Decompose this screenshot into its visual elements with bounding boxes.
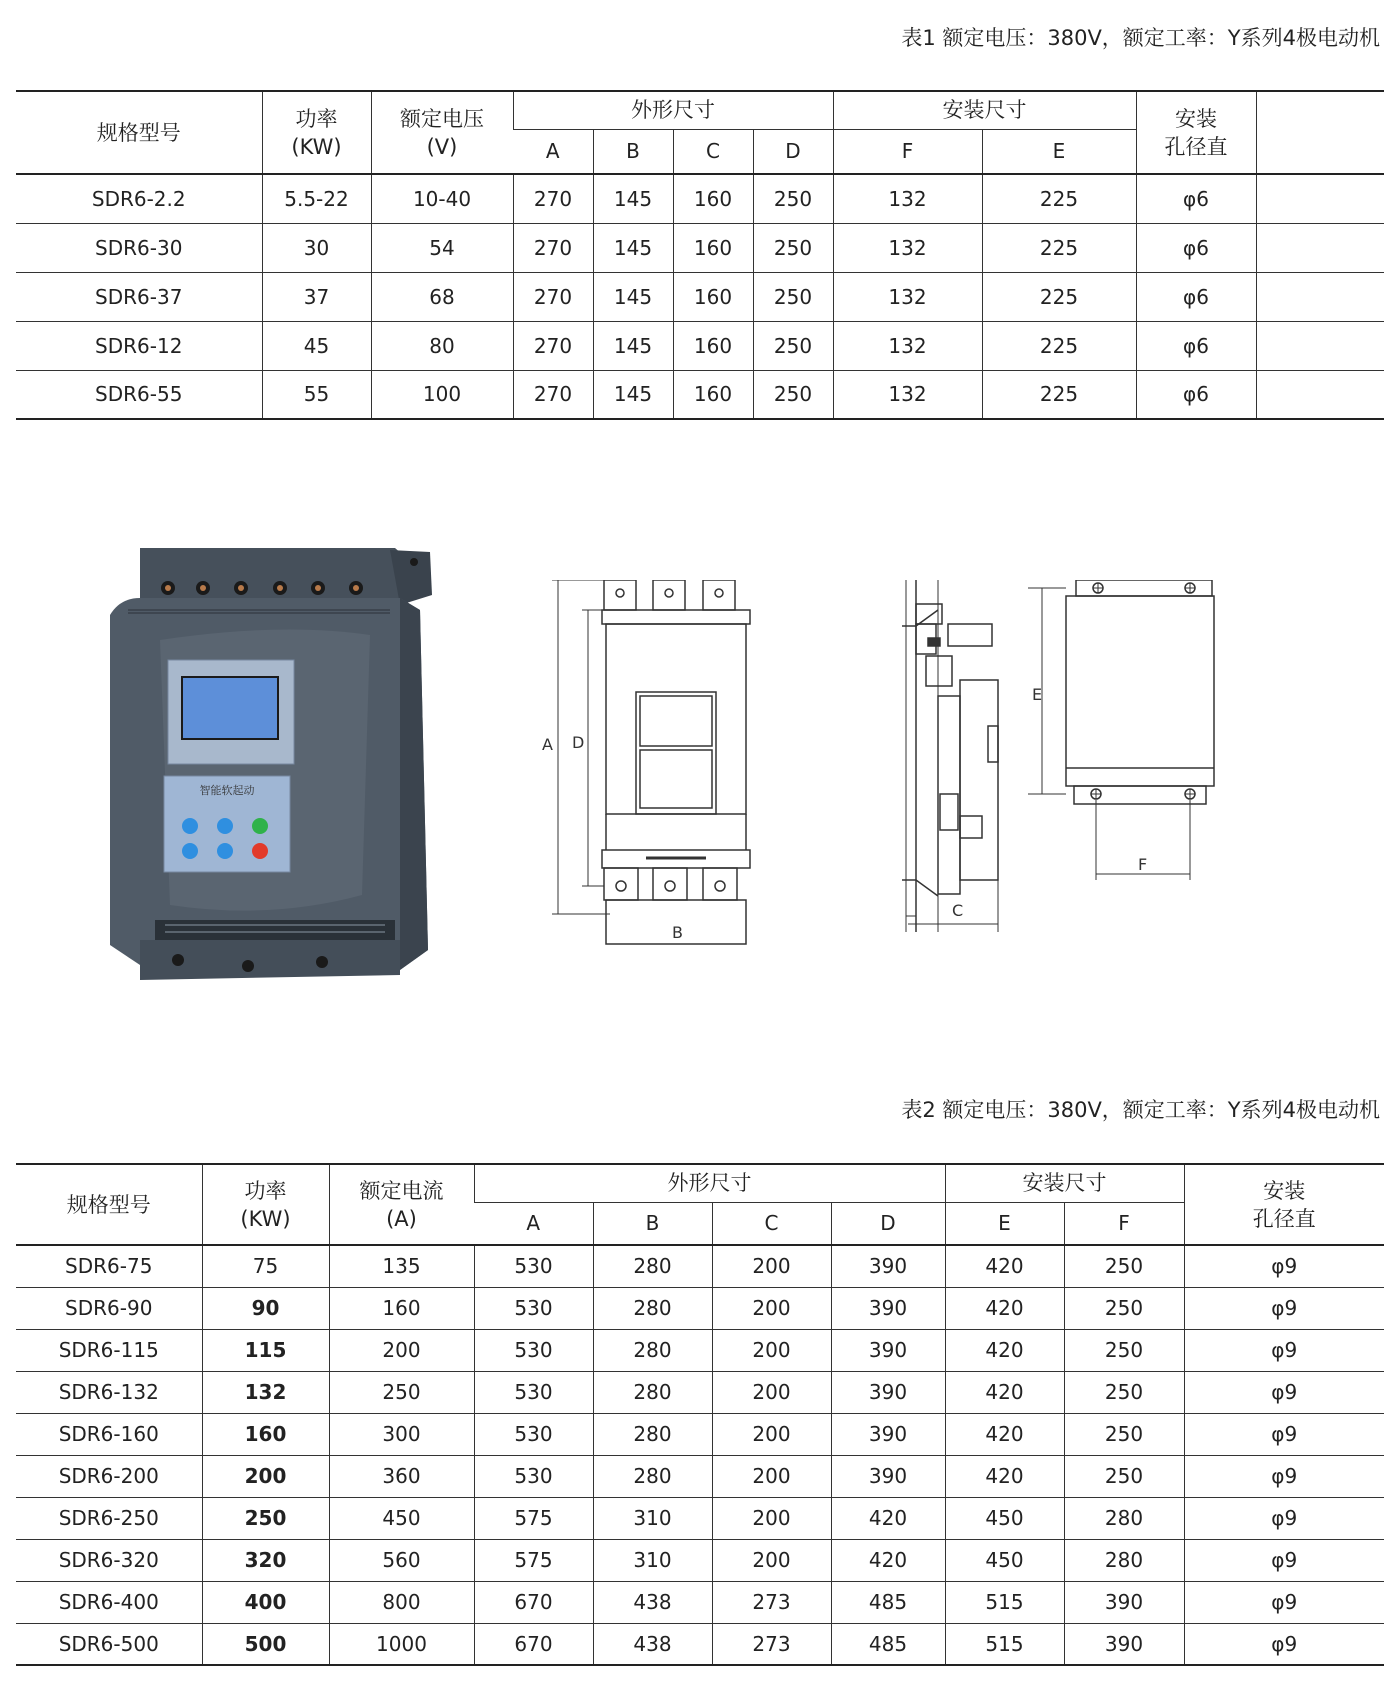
side-view-drawing [902, 580, 998, 932]
table-cell: 225 [982, 321, 1136, 370]
table-cell: 250 [753, 321, 833, 370]
table-cell: SDR6-160 [16, 1413, 202, 1455]
table-row [16, 1371, 1384, 1413]
table-cell: 1000 [329, 1623, 474, 1665]
table-cell: 160 [673, 174, 753, 223]
table-cell: φ6 [1136, 272, 1256, 321]
table-row [16, 1581, 1384, 1623]
header-hole-diameter: 安装 孔径直 [1136, 91, 1256, 174]
table-cell: 200 [712, 1497, 831, 1539]
table-cell: 250 [1064, 1413, 1184, 1455]
table-cell: φ9 [1184, 1413, 1384, 1455]
panel-label: 智能软起动 [199, 784, 255, 797]
header-f: F [1064, 1202, 1184, 1245]
table-cell: 250 [753, 223, 833, 272]
header-current: 额定电流 (A) [329, 1164, 474, 1245]
table-cell: 90 [202, 1287, 329, 1329]
table-cell: φ9 [1184, 1371, 1384, 1413]
table-cell: 670 [474, 1581, 593, 1623]
table-cell: 530 [474, 1329, 593, 1371]
header-power: 功率 (KW) [262, 91, 371, 174]
terminal-block [140, 548, 402, 600]
table-cell: 5.5-22 [262, 174, 371, 223]
header-model: 规格型号 [16, 91, 262, 174]
table-cell: 280 [593, 1245, 712, 1287]
table-cell: φ9 [1184, 1287, 1384, 1329]
header-e: E [982, 129, 1136, 174]
table-cell: 515 [945, 1623, 1064, 1665]
table-cell: 145 [593, 223, 673, 272]
spec-table-1 [16, 90, 1384, 420]
table-cell: 200 [329, 1329, 474, 1371]
table-cell: 420 [945, 1245, 1064, 1287]
table-cell: φ9 [1184, 1581, 1384, 1623]
table-cell: 55 [262, 370, 371, 419]
table-cell: 160 [329, 1287, 474, 1329]
table-cell: 200 [712, 1455, 831, 1497]
table-cell: 145 [593, 321, 673, 370]
table-cell: φ9 [1184, 1623, 1384, 1665]
table-cell: 160 [673, 272, 753, 321]
soft-starter-device-image [100, 540, 440, 1010]
table-row [16, 370, 1384, 419]
table-cell: 280 [593, 1287, 712, 1329]
table-cell: 145 [593, 370, 673, 419]
table-cell: 575 [474, 1539, 593, 1581]
table-cell: φ6 [1136, 370, 1256, 419]
table-row [16, 1413, 1384, 1455]
table-cell: 530 [474, 1455, 593, 1497]
table-cell: SDR6-500 [16, 1623, 202, 1665]
table-cell: 420 [831, 1539, 945, 1581]
table-cell: 485 [831, 1623, 945, 1665]
table-cell: 132 [202, 1371, 329, 1413]
header-b: B [593, 129, 673, 174]
table-cell: 270 [513, 223, 593, 272]
table-cell: 420 [945, 1287, 1064, 1329]
table-cell-blank [1256, 174, 1384, 223]
table-cell: 500 [202, 1623, 329, 1665]
header-b: B [593, 1202, 712, 1245]
control-terminal-strip [155, 920, 395, 940]
table-cell: 390 [831, 1245, 945, 1287]
table-cell: 80 [371, 321, 513, 370]
header-a: A [474, 1202, 593, 1245]
front-view-drawing [552, 580, 750, 944]
table-cell: 360 [329, 1455, 474, 1497]
table-row [16, 1455, 1384, 1497]
header-outer-dimensions: 外形尺寸 [474, 1164, 945, 1202]
table-cell: 200 [202, 1455, 329, 1497]
table-cell: 273 [712, 1581, 831, 1623]
table-cell: 390 [831, 1413, 945, 1455]
table-cell: 10-40 [371, 174, 513, 223]
table-cell: 225 [982, 370, 1136, 419]
table-cell-blank [1256, 272, 1384, 321]
table-cell: 100 [371, 370, 513, 419]
table-cell: 145 [593, 272, 673, 321]
table1-caption: 表1 额定电压：380V，额定工率：Y系列4极电动机 [901, 26, 1380, 50]
table-cell: 200 [712, 1245, 831, 1287]
dim-label-c: C [952, 901, 964, 920]
table-cell: 145 [593, 174, 673, 223]
table-cell: 132 [833, 321, 982, 370]
table-row [16, 1287, 1384, 1329]
dim-label-f: F [1138, 855, 1148, 874]
table-cell: 200 [712, 1539, 831, 1581]
table-cell: SDR6-132 [16, 1371, 202, 1413]
table-cell: 420 [945, 1329, 1064, 1371]
table-cell: 310 [593, 1539, 712, 1581]
spec-table-2 [16, 1163, 1384, 1666]
table-cell-blank [1256, 321, 1384, 370]
table-cell: 270 [513, 321, 593, 370]
header-e: E [945, 1202, 1064, 1245]
table-cell: 132 [833, 223, 982, 272]
table-cell: 132 [833, 370, 982, 419]
table-cell: 132 [833, 272, 982, 321]
table-cell: 530 [474, 1287, 593, 1329]
table-cell: 420 [945, 1371, 1064, 1413]
table-cell: 670 [474, 1623, 593, 1665]
table-cell: 250 [1064, 1329, 1184, 1371]
table-cell: 225 [982, 223, 1136, 272]
table-cell: 132 [833, 174, 982, 223]
table-cell: 45 [262, 321, 371, 370]
table-cell: 390 [831, 1329, 945, 1371]
table-cell: 250 [1064, 1245, 1184, 1287]
table-cell: 135 [329, 1245, 474, 1287]
table-cell: 450 [329, 1497, 474, 1539]
table-cell: SDR6-320 [16, 1539, 202, 1581]
header-a: A [513, 129, 593, 174]
table-cell: 530 [474, 1245, 593, 1287]
table-row [16, 321, 1384, 370]
table-cell: φ9 [1184, 1497, 1384, 1539]
table-cell: 390 [1064, 1623, 1184, 1665]
table-cell: 450 [945, 1497, 1064, 1539]
table-cell: 250 [753, 174, 833, 223]
table-cell: 560 [329, 1539, 474, 1581]
table-cell: 200 [712, 1329, 831, 1371]
table-cell: 200 [712, 1413, 831, 1455]
table-cell: 280 [593, 1413, 712, 1455]
table-cell: 37 [262, 272, 371, 321]
table-cell: 250 [753, 370, 833, 419]
dim-label-b: B [672, 923, 683, 942]
table-cell: 54 [371, 223, 513, 272]
table-cell: 438 [593, 1581, 712, 1623]
lcd-screen [182, 677, 278, 739]
header-c: C [673, 129, 753, 174]
table-row [16, 1245, 1384, 1287]
table-cell: 200 [712, 1371, 831, 1413]
table-cell: 250 [329, 1371, 474, 1413]
table-cell: φ6 [1136, 223, 1256, 272]
header-d: D [831, 1202, 945, 1245]
header-install-dimensions: 安装尺寸 [833, 91, 1136, 129]
table-cell: 300 [329, 1413, 474, 1455]
table-cell: 273 [712, 1623, 831, 1665]
header-blank [1256, 91, 1384, 174]
table-row [16, 1497, 1384, 1539]
table-cell: 30 [262, 223, 371, 272]
table-cell: SDR6-115 [16, 1329, 202, 1371]
table-cell: φ9 [1184, 1329, 1384, 1371]
table-cell: 420 [945, 1455, 1064, 1497]
table-row [16, 174, 1384, 223]
back-view-drawing [1028, 580, 1214, 880]
table-cell: φ9 [1184, 1455, 1384, 1497]
table-cell: SDR6-2.2 [16, 174, 262, 223]
table-cell: SDR6-12 [16, 321, 262, 370]
header-model: 规格型号 [16, 1164, 202, 1245]
table2-caption: 表2 额定电压：380V，额定工率：Y系列4极电动机 [901, 1098, 1380, 1122]
dim-label-e: E [1032, 685, 1043, 704]
table-cell: 390 [1064, 1581, 1184, 1623]
table-cell: 400 [202, 1581, 329, 1623]
table-cell: 250 [202, 1497, 329, 1539]
table-cell: 270 [513, 174, 593, 223]
table-cell: 225 [982, 272, 1136, 321]
table-cell: 310 [593, 1497, 712, 1539]
table-cell: SDR6-400 [16, 1581, 202, 1623]
table-cell: 115 [202, 1329, 329, 1371]
table-cell: SDR6-90 [16, 1287, 202, 1329]
table-cell: 270 [513, 272, 593, 321]
table-cell: 800 [329, 1581, 474, 1623]
table-cell: 485 [831, 1581, 945, 1623]
table-cell: 280 [593, 1455, 712, 1497]
table-cell: 280 [1064, 1539, 1184, 1581]
table-row [16, 223, 1384, 272]
table-cell: 438 [593, 1623, 712, 1665]
table-cell: 200 [712, 1287, 831, 1329]
table-cell: SDR6-75 [16, 1245, 202, 1287]
device-side [400, 598, 428, 970]
table-cell: 160 [673, 321, 753, 370]
table-row [16, 1539, 1384, 1581]
table-cell: 270 [513, 370, 593, 419]
table-cell: SDR6-250 [16, 1497, 202, 1539]
table-cell: 250 [1064, 1287, 1184, 1329]
table-cell: 515 [945, 1581, 1064, 1623]
table-cell: φ6 [1136, 321, 1256, 370]
header-install-dimensions: 安装尺寸 [945, 1164, 1184, 1202]
table-cell: 420 [831, 1497, 945, 1539]
table-cell: 250 [753, 272, 833, 321]
table-cell: 320 [202, 1539, 329, 1581]
table-cell: 250 [1064, 1455, 1184, 1497]
table-cell: φ9 [1184, 1245, 1384, 1287]
table-cell-blank [1256, 223, 1384, 272]
table-cell-blank [1256, 370, 1384, 419]
table-cell: 390 [831, 1455, 945, 1497]
table-cell: 160 [673, 370, 753, 419]
table-cell: 160 [202, 1413, 329, 1455]
header-power: 功率 (KW) [202, 1164, 329, 1245]
table-cell: SDR6-55 [16, 370, 262, 419]
table-cell: 390 [831, 1287, 945, 1329]
table-cell: φ9 [1184, 1539, 1384, 1581]
header-hole-diameter: 安装 孔径直 [1184, 1164, 1384, 1245]
table-cell: 160 [673, 223, 753, 272]
table-cell: 450 [945, 1539, 1064, 1581]
dim-label-a: A [542, 735, 553, 754]
table-cell: 530 [474, 1371, 593, 1413]
table-cell: 68 [371, 272, 513, 321]
table-cell: 390 [831, 1371, 945, 1413]
table-cell: 280 [593, 1329, 712, 1371]
table-cell: φ6 [1136, 174, 1256, 223]
table-cell: 575 [474, 1497, 593, 1539]
header-voltage: 额定电压 (V) [371, 91, 513, 174]
table-cell: 250 [1064, 1371, 1184, 1413]
table-cell: SDR6-37 [16, 272, 262, 321]
table-row [16, 1329, 1384, 1371]
table-cell: 420 [945, 1413, 1064, 1455]
dimension-drawings [540, 580, 1340, 990]
table-row [16, 272, 1384, 321]
table-row [16, 1623, 1384, 1665]
table-cell: SDR6-30 [16, 223, 262, 272]
header-d: D [753, 129, 833, 174]
header-outer-dimensions: 外形尺寸 [513, 91, 833, 129]
header-c: C [712, 1202, 831, 1245]
table-cell: 280 [593, 1371, 712, 1413]
table-cell: 225 [982, 174, 1136, 223]
table-cell: 530 [474, 1413, 593, 1455]
table-cell: 280 [1064, 1497, 1184, 1539]
table-cell: 75 [202, 1245, 329, 1287]
table-cell: SDR6-200 [16, 1455, 202, 1497]
dim-label-d: D [572, 733, 585, 752]
header-f: F [833, 129, 982, 174]
